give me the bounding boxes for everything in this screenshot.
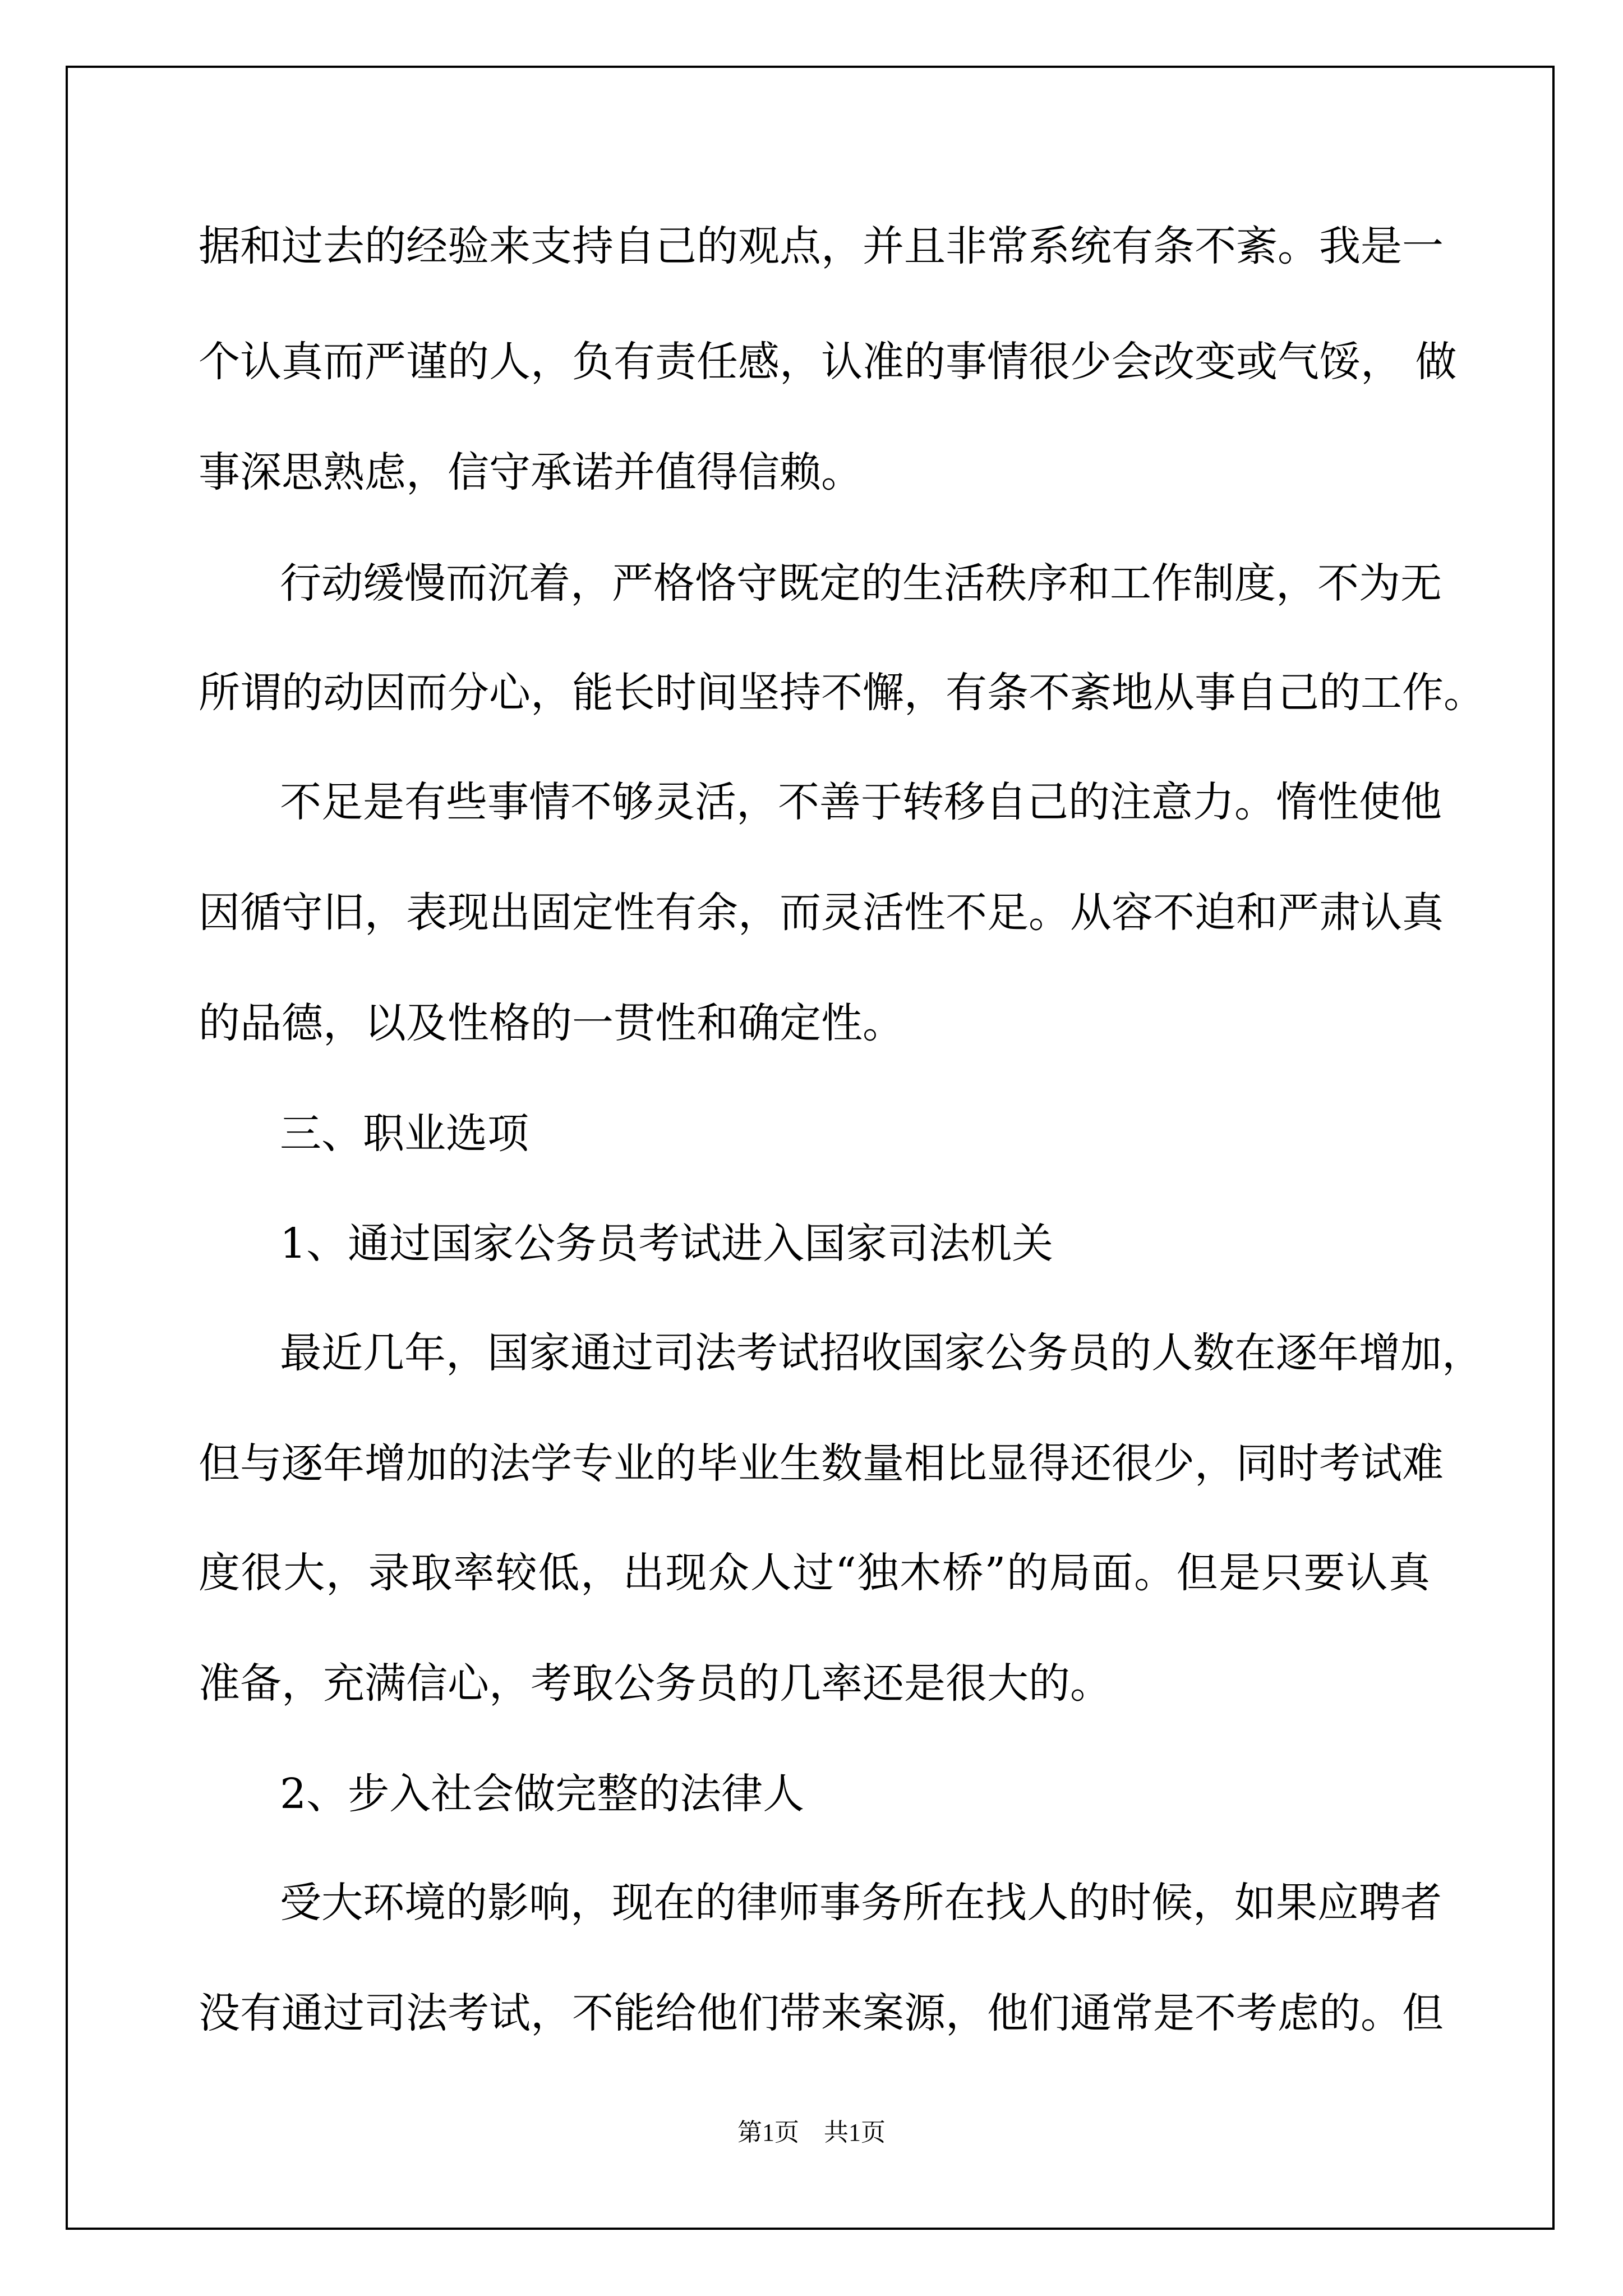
text-line: 行动缓慢而沉着，严格恪守既定的生活秩序和工作制度，不为无 <box>280 559 1442 608</box>
section-heading: 三、职业选项 <box>280 1110 529 1158</box>
text-line: 度很大，录取率较低，出现众人过“独木桥”的局面。但是只要认真 <box>199 1549 1430 1597</box>
text-line: 事深思熟虑，信守承诺并值得信赖。 <box>199 448 863 496</box>
text-line: 因循守旧，表现出固定性有余，而灵活性不足。从容不迫和严肃认真 <box>199 889 1444 937</box>
text-line: 个认真而严谨的人，负有责任感，认准的事情很少会改变或气馁， 做 <box>199 338 1457 386</box>
page-footer <box>0 2120 1623 2145</box>
text-line: 不足是有些事情不够灵活，不善于转移自己的注意力。惰性使他 <box>280 778 1442 826</box>
text-line: 准备，充满信心，考取公务员的几率还是很大的。 <box>199 1659 1112 1708</box>
subsection-heading: 1、通过国家公务员考试进入国家司法机关 <box>280 1220 1054 1268</box>
text-line: 最近几年，国家通过司法考试招收国家公务员的人数在逐年增加， <box>280 1329 1483 1377</box>
text-line: 所谓的动因而分心，能长时间坚持不懈，有条不紊地从事自己的工作。 <box>199 669 1485 717</box>
text-line: 的品德，以及性格的一贯性和确定性。 <box>199 999 904 1047</box>
subsection-heading: 2、步入社会做完整的法律人 <box>280 1770 805 1818</box>
text-line: 据和过去的经验来支持自己的观点，并且非常系统有条不紊。我是一 <box>199 222 1444 270</box>
text-line: 没有通过司法考试，不能给他们带来案源，他们通常是不考虑的。但 <box>199 1989 1444 2037</box>
page-total: 共1页 <box>824 2119 886 2146</box>
text-line: 但与逐年增加的法学专业的毕业生数量相比显得还很少，同时考试难 <box>199 1439 1444 1488</box>
page-number: 第1页 <box>737 2119 799 2146</box>
text-line: 受大环境的影响，现在的律师事务所在找人的时候，如果应聘者 <box>280 1879 1442 1927</box>
